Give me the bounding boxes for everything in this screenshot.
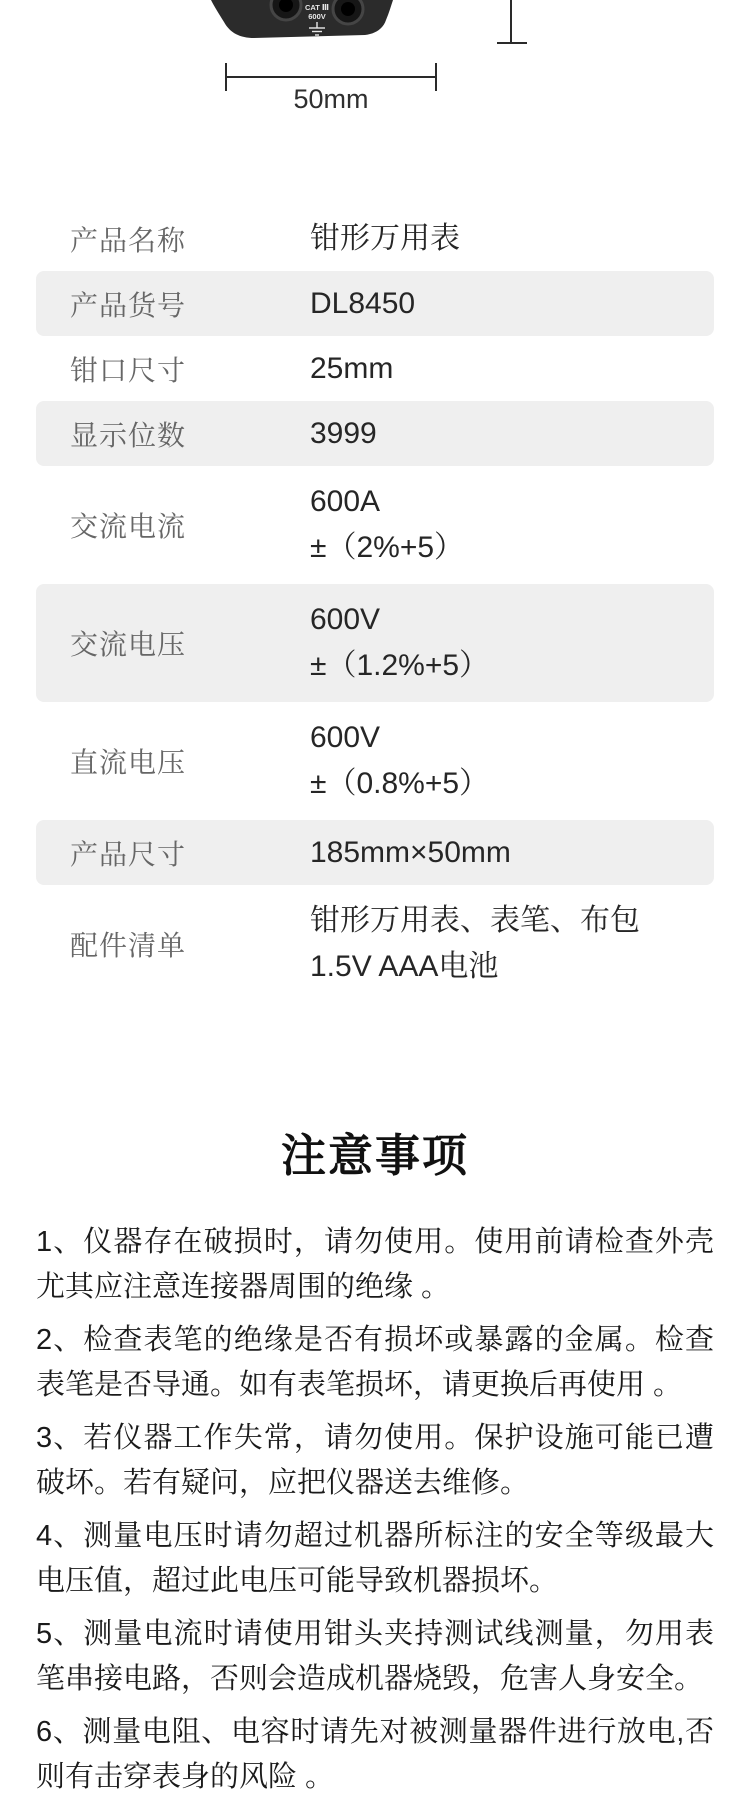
spec-row-accessories — [36, 885, 714, 1003]
spec-value — [310, 281, 415, 327]
spec-row-model-number — [36, 271, 714, 336]
spec-row-product-name — [36, 206, 714, 271]
spec-value-line: DL8450 — [310, 286, 416, 320]
spec-label: 直流电压 — [70, 747, 187, 778]
notice-item: 6、测量电阻、电容时请先对被测量器件进行放电,否则有击穿表身的风险 。 — [36, 1716, 714, 1793]
notice-item: 5、测量电流时请使用钳头夹持测试线测量，勿用表笔串接电路，否则会造成机器烧毁，危害人身安全。 — [36, 1618, 714, 1695]
spec-value — [310, 830, 511, 876]
spec-label: 显示位数 — [70, 419, 187, 451]
spec-value-line: ±（1.2%+5） — [310, 649, 490, 682]
spec-row-ac-current — [36, 466, 714, 584]
spec-value — [310, 346, 393, 392]
spec-value-line: 185mm×50mm — [310, 835, 511, 869]
spec-label: 配件清单 — [70, 930, 187, 961]
spec-value-line: 1.5V AAA电池 — [310, 950, 499, 983]
spec-value-line: 600V — [310, 603, 381, 636]
width-dimension-line — [226, 76, 436, 78]
height-dimension-line — [510, 0, 512, 43]
spec-value — [310, 216, 460, 262]
spec-value-line: 钳形万用表、表笔、布包 — [310, 904, 640, 937]
device-voltage-rating-label: 600V — [308, 12, 326, 21]
spec-label: 钳口尺寸 — [70, 354, 187, 386]
spec-value-line: 600V — [310, 721, 381, 754]
spec-value — [310, 479, 464, 571]
spec-value-line: 钳形万用表 — [310, 221, 460, 255]
spec-value — [310, 898, 640, 990]
notices-heading: 注意事项 — [280, 1130, 469, 1181]
device-cat-rating-label: CAT Ⅲ — [304, 3, 330, 12]
spec-value-line: ±（0.8%+5） — [310, 767, 490, 800]
spec-row-jaw-size — [36, 336, 714, 401]
spec-label: 产品名称 — [70, 224, 187, 256]
notice-item: 2、检查表笔的绝缘是否有损坏或暴露的金属。检查表笔是否导通。如有表笔损坏，请更换后再使用 。 — [36, 1324, 714, 1401]
spec-label: 产品尺寸 — [70, 838, 187, 870]
spec-value — [310, 715, 489, 807]
spec-row-dc-voltage — [36, 702, 714, 820]
probe-jack-right-hole — [341, 2, 355, 16]
spec-value — [310, 411, 377, 457]
width-dimension-tick-right — [435, 63, 437, 91]
spec-value-line: ±（2%+5） — [310, 531, 465, 564]
spec-value-line: 3999 — [310, 416, 377, 450]
notices-list — [36, 1220, 714, 1800]
width-dimension-label: 50mm — [293, 84, 369, 114]
spec-label: 交流电流 — [70, 511, 187, 542]
spec-table — [36, 206, 714, 1003]
notice-item: 4、测量电压时请勿超过机器所标注的安全等级最大电压值，超过此电压可能导致机器损坏。 — [36, 1520, 714, 1597]
spec-row-product-size — [36, 820, 714, 885]
height-dimension-endcap — [497, 42, 527, 44]
clamp-meter-bottom-image — [208, 0, 396, 44]
spec-row-ac-voltage — [36, 584, 714, 702]
spec-value-line: 25mm — [310, 351, 394, 385]
spec-label: 产品货号 — [70, 289, 187, 321]
spec-row-display-counts — [36, 401, 714, 466]
notice-item: 1、仪器存在破损时，请勿使用。使用前请检查外壳尤其应注意连接器周围的绝缘 。 — [36, 1226, 714, 1303]
notice-item: 3、若仪器工作失常，请勿使用。保护设施可能已遭破坏。若有疑问，应把仪器送去维修。 — [36, 1422, 714, 1499]
spec-label: 交流电压 — [70, 629, 187, 660]
product-image-section — [0, 0, 750, 177]
spec-value — [310, 597, 489, 689]
spec-value-line: 600A — [310, 485, 381, 518]
